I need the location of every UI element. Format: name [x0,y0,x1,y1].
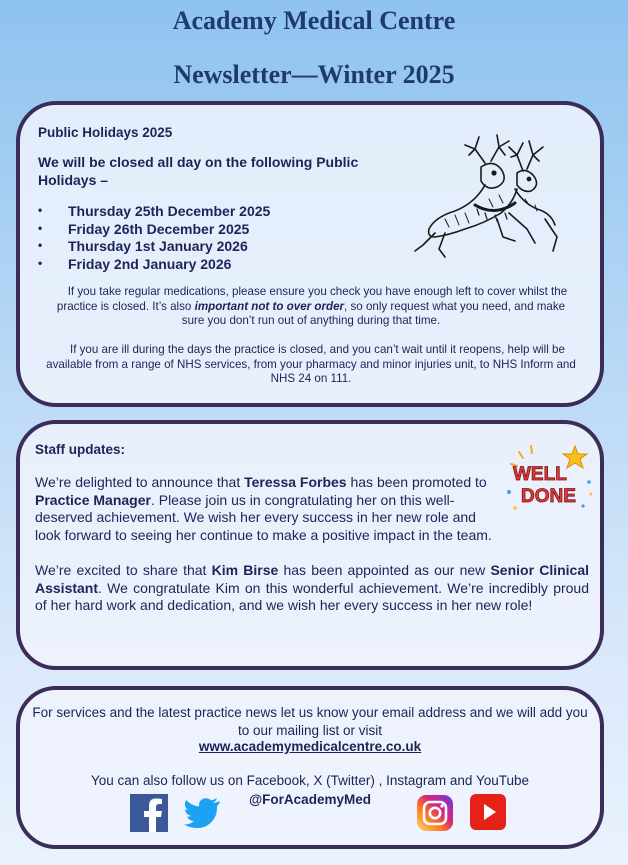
ill-notice: If you are ill during the days the practice is closed, and you can’t wait until it reopens, help will be available from a range of NHS services, from your pharmacy and minor injuries unit, to NHS Inform and NHS 24 on 111. [46,343,576,385]
closed-intro: We will be closed all day on the following Public Holidays – [38,154,359,188]
website-link[interactable]: www.academymedicalcentre.co.uk [198,739,422,754]
holiday-date: • Thursday 1st January 2026 [38,238,270,256]
badge-word-2: DONE [521,486,576,507]
staff-name: Kim Birse [211,562,279,578]
badge-word-1: WELL [513,464,567,485]
staff-role: Senior Clinical Assistant [35,562,590,596]
over-order-emphasis: important not to over order [194,299,345,313]
instagram-icon[interactable] [416,794,454,832]
social-media-text: You can also follow us on Facebook, X (Twitter) , Instagram and YouTube [90,773,529,788]
holiday-date: • Thursday 25th December 2025 [38,203,270,221]
staff-role: Practice Manager [35,491,151,508]
contact-section [16,686,604,849]
holiday-dates-list [38,203,270,273]
well-done-badge [505,442,595,514]
mailing-list-text: For services and the latest practice news let us know your email address and we will add you to our mailing list or visit [32,705,588,738]
holiday-date: • Friday 26th December 2025 [38,221,270,239]
twitter-icon[interactable] [184,798,220,828]
public-holidays-section [16,101,604,407]
newsletter-title-line2: Newsletter—Winter 2025 [173,60,455,89]
staff-update-paragraph: We’re excited to share that Kim Birse has been appointed as our new Senior Clinical Assistant. We congratulate Kim on this wonderful achievement. We’re incredibly proud of her hard work and dedication, and we wish her every success in her new role! [35,562,590,613]
staff-name: Teressa Forbes [244,474,347,490]
facebook-icon[interactable] [130,794,168,832]
reindeer-illustration [405,133,565,263]
youtube-icon[interactable] [470,794,506,830]
staff-heading: Staff updates: [35,442,126,457]
holiday-date: • Friday 2nd January 2026 [38,256,270,274]
staff-update-paragraph: We’re delighted to announce that Teressa Forbes has been promoted to Practice Manager. Please join us in congratulating her on this well-deserved achievement. We wish her every success in her new role and look forward to seeing her continue to make a positive impact in the team. [35,474,492,543]
staff-updates-section [16,420,604,670]
medications-notice: If you take regular medications, please ensure you check you have enough left to cover whilst the practice is closed. It’s also important not to over order, so only request what you need, and make sure you don’t run out of anything during that time. [56,285,568,327]
newsletter-title-line1: Academy Medical Centre [172,6,456,35]
holidays-heading: Public Holidays 2025 [38,125,173,140]
social-handle: @ForAcademyMed [249,792,371,807]
